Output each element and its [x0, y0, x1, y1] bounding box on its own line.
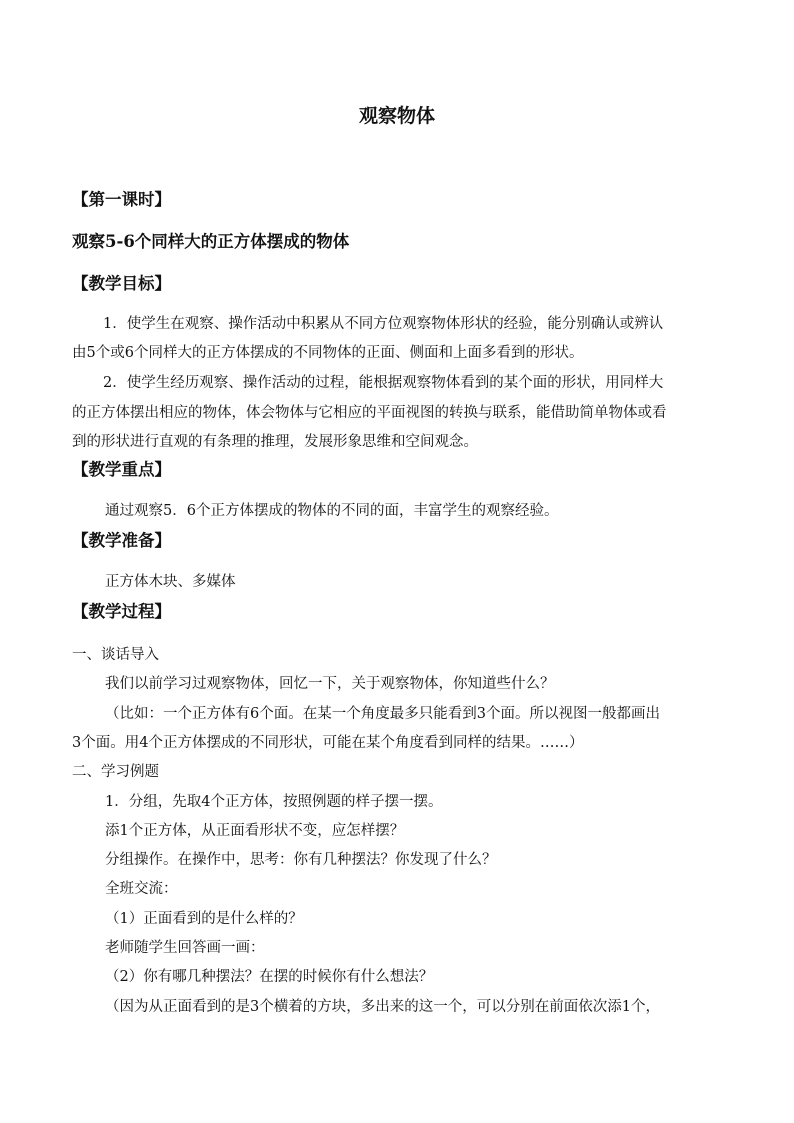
lesson-heading: 【第一课时】	[72, 190, 171, 209]
key-heading: 【教学重点】	[72, 460, 171, 479]
section-2-paragraph-4: 全班交流：	[105, 881, 178, 897]
prep-text: 正方体木块、多媒体	[105, 574, 236, 590]
section-2-paragraph-5: 老师随学生回答画一画：	[105, 940, 265, 956]
section-1-paragraph-2-line-2: 3个面。用4个正方体摆成的不同形状，可能在某个角度看到同样的结果。……）	[72, 735, 584, 751]
goal-1-line-2: 由5个或6个同样大的正方体摆成的不同物体的正面、侧面和上面多看到的形状。	[72, 345, 584, 361]
section-2-paragraph-1: 1．分组，先取4个正方体，按照例题的样子摆一摆。	[105, 794, 443, 810]
key-text: 通过观察5．6个正方体摆成的物体的不同的面，丰富学生的观察经验。	[105, 503, 559, 519]
goal-1-line-1: 1．使学生在观察、操作活动中积累从不同方位观察物体形状的经验，能分别确认或辨认	[103, 316, 664, 332]
section-1-heading: 一、谈话导入	[72, 647, 159, 663]
goals-heading: 【教学目标】	[72, 274, 171, 293]
process-heading: 【教学过程】	[72, 602, 171, 621]
section-2-paragraph-6: （因为从正面看到的是3个横着的方块，多出来的这一个，可以分别在前面依次添1个，	[105, 999, 660, 1015]
section-1-paragraph-2-line-1: （比如：一个正方体有6个面。在某一个角度最多只能看到3个面。所以视图一般都画出	[105, 706, 660, 722]
goal-2-line-1: 2．使学生经历观察、操作活动的过程，能根据观察物体看到的某个面的形状，用同样大	[103, 375, 664, 391]
page-title: 观察物体	[358, 105, 435, 127]
goal-2-line-3: 到的形状进行直观的有条理的推理，发展形象思维和空间观念。	[72, 434, 478, 450]
section-2-paragraph-3: 分组操作。在操作中，思考：你有几种摆法？你发现了什么？	[105, 852, 497, 868]
section-1-paragraph-1: 我们以前学习过观察物体，回忆一下，关于观察物体，你知道些什么？	[105, 676, 555, 692]
goal-2-line-2: 的正方体摆出相应的物体，体会物体与它相应的平面视图的转换与联系，能借助简单物体或看	[72, 405, 667, 421]
section-2-question-1: （1）正面看到的是什么样的？	[105, 911, 303, 927]
topic-heading: 观察5-6个同样大的正方体摆成的物体	[72, 232, 350, 251]
section-2-question-2: （2）你有哪几种摆法？在摆的时候你有什么想法？	[105, 969, 434, 985]
section-2-heading: 二、学习例题	[72, 764, 159, 780]
section-2-paragraph-2: 添1个正方体，从正面看形状不变，应怎样摆？	[105, 823, 405, 839]
prep-heading: 【教学准备】	[72, 531, 171, 550]
